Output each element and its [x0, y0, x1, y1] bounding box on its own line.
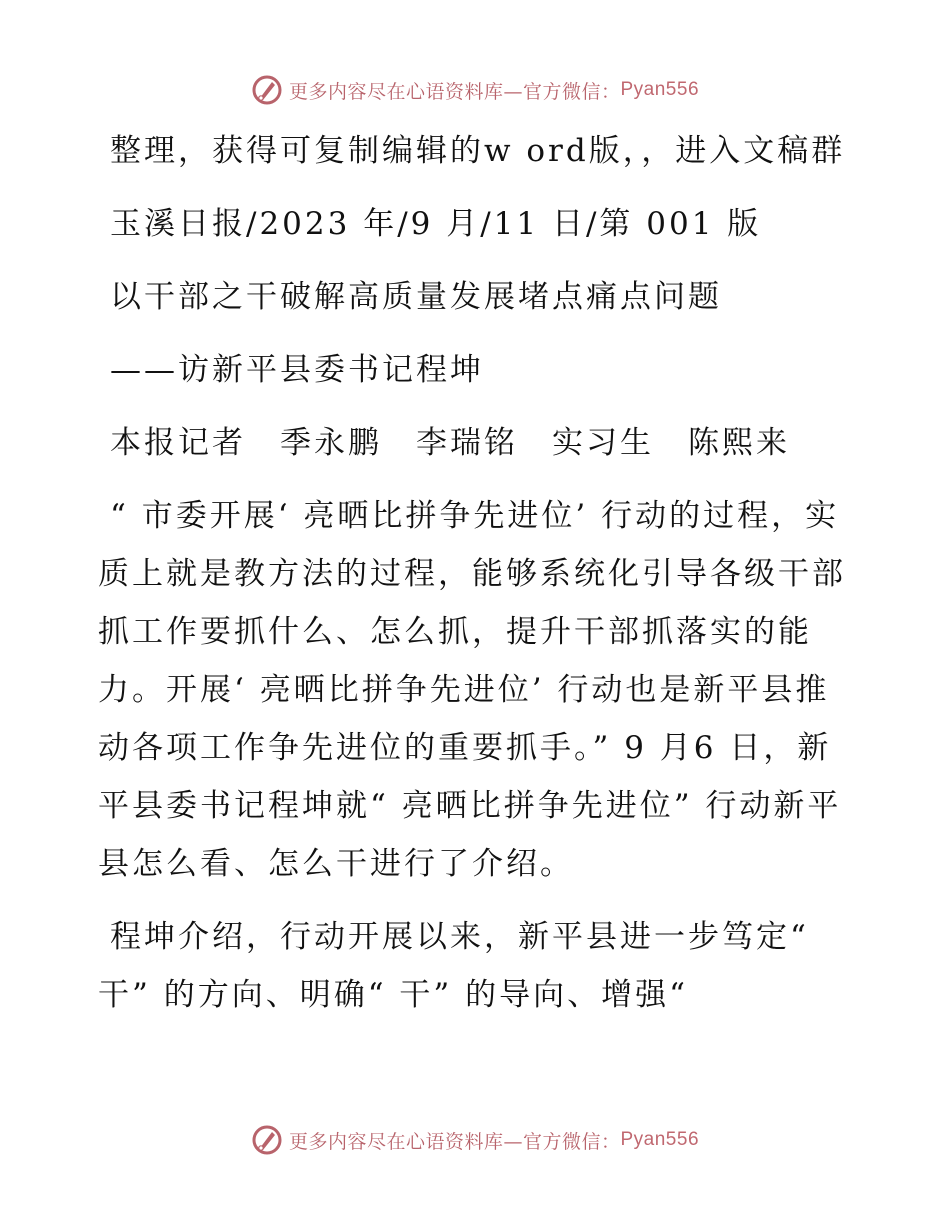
pen-circle-logo-icon — [251, 1124, 283, 1156]
paragraph-body-1: “ 市委开展‘ 亮晒比拼争先进位’ 行动的过程，实质上就是教方法的过程，能够系统化引导各级干部抓工作要抓什么、怎么抓，提升干部抓落实的能力。开展‘ 亮晒比拼争先进位’ 行动也是新平县推动各项工作争先进位的重要抓手。” 9 月6 日，新平县委书记程坤就“ 亮晒比拼争先进位” 行动新平县怎么看、怎么干进行了介绍。 — [98, 498, 846, 882]
pen-circle-logo-icon — [251, 74, 283, 106]
banner-text: 更多内容尽在心语资料库—官方微信： — [288, 80, 621, 103]
document-body — [98, 122, 858, 1039]
paragraph-intro: 整理，获得可复制编辑的w ord版，，进入文稿群 — [110, 133, 846, 169]
paragraph-source: 玉溪日报/2023 年/9 月/11 日/第 001 版 — [110, 206, 762, 242]
paragraph-byline: 本报记者 季永鹏 李瑞铭 实习生 陈熙来 — [110, 425, 790, 461]
footer-banner — [0, 1120, 950, 1160]
banner-wechat-id: Pyan556 — [620, 79, 700, 100]
banner-wechat-id: Pyan556 — [620, 1129, 700, 1150]
header-banner — [0, 70, 950, 110]
banner-text: 更多内容尽在心语资料库—官方微信： — [288, 1130, 621, 1153]
paragraph-subheadline: ——访新平县委书记程坤 — [110, 352, 484, 388]
paragraph-body-2: 程坤介绍，行动开展以来，新平县进一步笃定“ 干” 的方向、明确“ 干” 的导向、增强“ — [98, 919, 809, 1013]
paragraph-headline: 以干部之干破解高质量发展堵点痛点问题 — [110, 279, 722, 315]
